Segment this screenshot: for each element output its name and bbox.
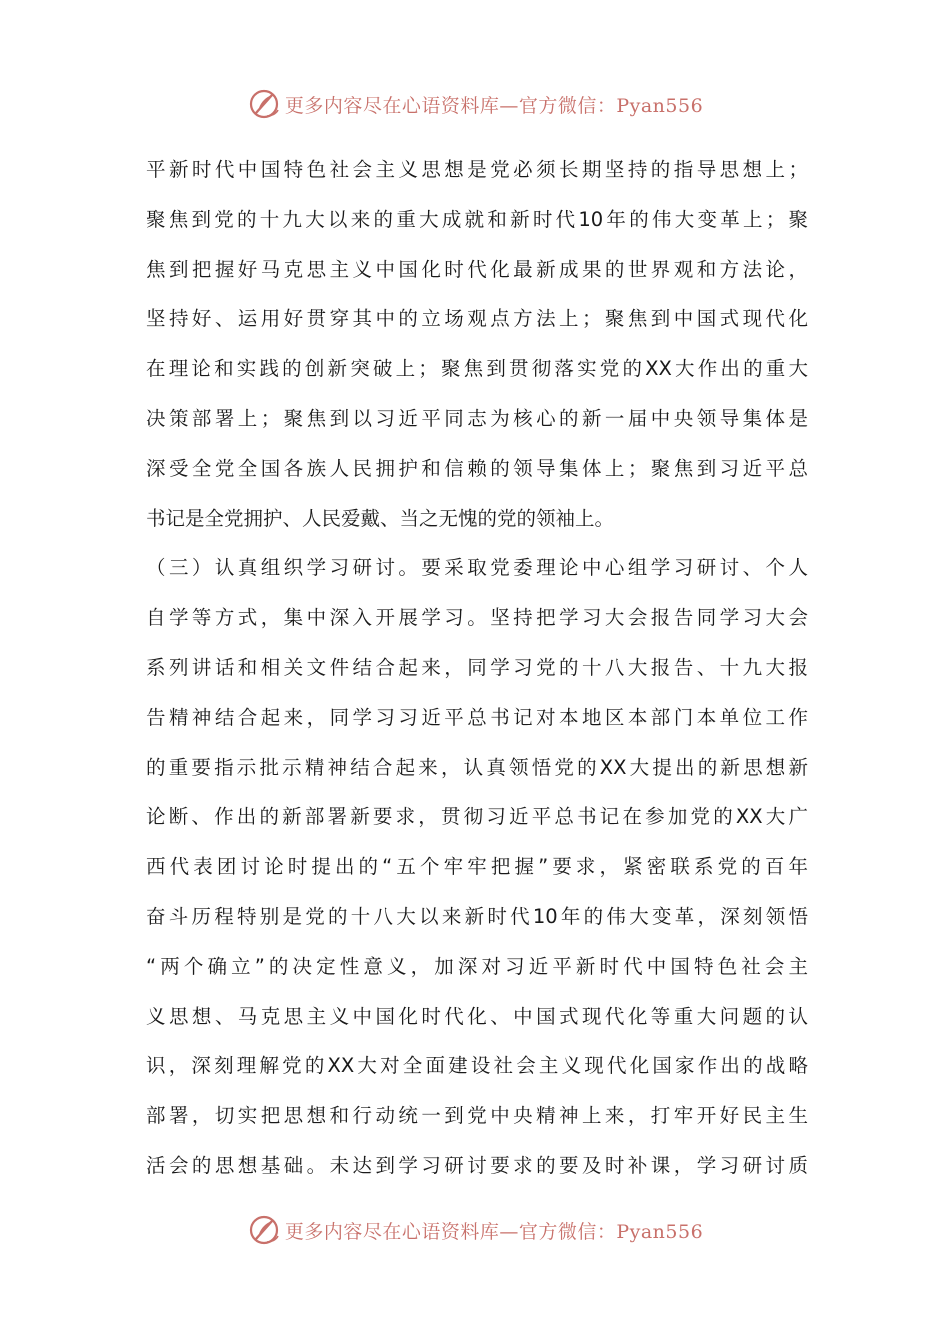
text-line: 深受全党全国各族人民拥护和信赖的领导集体上；聚焦到习近平总 <box>146 456 808 480</box>
text-line: 论断、作出的新部署新要求，贯彻习近平总书记在参加党的XX大广 <box>146 805 808 829</box>
watermark-text: 更多内容尽在心语资料库—官方微信：Pyan556 <box>284 94 704 117</box>
header-watermark <box>0 84 950 124</box>
text-line: 义思想、马克思主义中国化时代化、中国式现代化等重大问题的认 <box>146 1004 808 1028</box>
text-line: （三）认真组织学习研讨。要采取党委理论中心组学习研讨、个人 <box>146 556 808 580</box>
text-line: 聚焦到党的十九大以来的重大成就和新时代10年的伟大变革上；聚 <box>146 207 808 231</box>
text-line: 平新时代中国特色社会主义思想是党必须长期坚持的指导思想上； <box>146 158 808 181</box>
text-line: 决策部署上；聚焦到以习近平同志为核心的新一届中央领导集体是 <box>146 406 808 430</box>
quill-pen-logo-icon <box>247 87 281 121</box>
text-line: 识，深刻理解党的XX大对全面建设社会主义现代化国家作出的战略 <box>146 1054 808 1078</box>
text-line: 活会的思想基础。未达到学习研讨要求的要及时补课，学习研讨质 <box>146 1153 808 1177</box>
document-body <box>146 145 808 1191</box>
paragraph-1 <box>146 145 808 543</box>
text-line: 书记是全党拥护、人民爱戴、当之无愧的党的领袖上。 <box>146 506 615 530</box>
paragraph-2 <box>146 543 808 1190</box>
text-line: 的重要指示批示精神结合起来，认真领悟党的XX大提出的新思想新 <box>146 755 808 779</box>
text-line: “两个确立”的决定性意义，加深对习近平新时代中国特色社会主 <box>146 954 808 978</box>
quill-pen-logo-icon <box>247 1213 281 1247</box>
text-line: 焦到把握好马克思主义中国化时代化最新成果的世界观和方法论， <box>146 257 808 281</box>
text-line: 坚持好、运用好贯穿其中的立场观点方法上；聚焦到中国式现代化 <box>146 307 808 331</box>
watermark-text: 更多内容尽在心语资料库—官方微信：Pyan556 <box>284 1220 704 1243</box>
text-line: 部署，切实把思想和行动统一到党中央精神上来，打牢开好民主生 <box>146 1104 808 1128</box>
text-line: 系列讲话和相关文件结合起来，同学习党的十八大报告、十九大报 <box>146 655 808 679</box>
footer-watermark <box>0 1210 950 1250</box>
text-line: 奋斗历程特别是党的十八大以来新时代10年的伟大变革，深刻领悟 <box>146 904 808 928</box>
text-line: 西代表团讨论时提出的“五个牢牢把握”要求，紧密联系党的百年 <box>146 855 808 879</box>
text-line: 告精神结合起来，同学习习近平总书记对本地区本部门本单位工作 <box>146 705 808 729</box>
text-line: 在理论和实践的创新突破上；聚焦到贯彻落实党的XX大作出的重大 <box>146 357 808 381</box>
text-line: 自学等方式，集中深入开展学习。坚持把学习大会报告同学习大会 <box>146 606 808 630</box>
